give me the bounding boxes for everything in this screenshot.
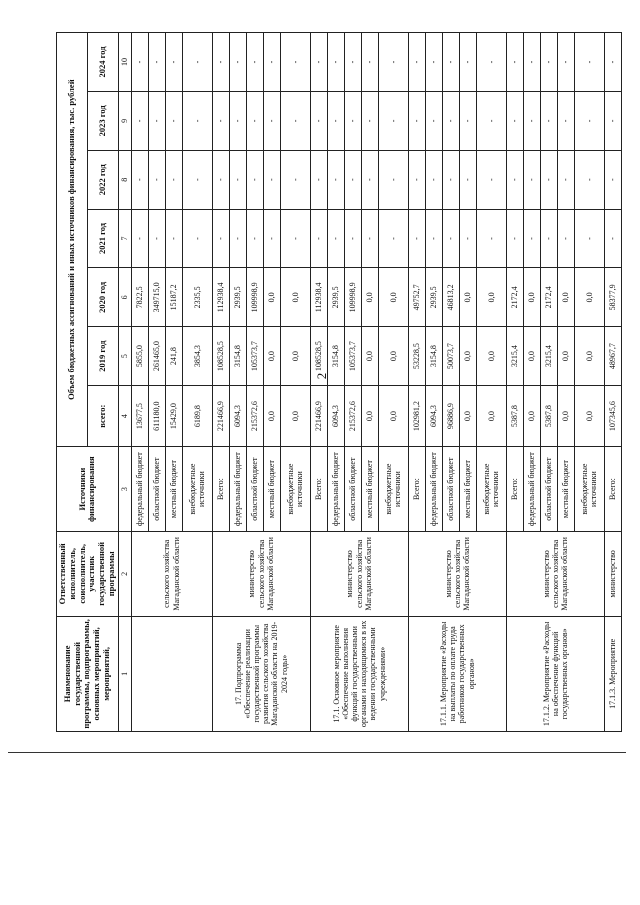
- amount-y2024: -: [310, 33, 327, 92]
- funding-source: областной бюджет: [344, 447, 361, 532]
- funding-source: внебюджетные источники: [575, 447, 605, 532]
- funding-source: местный бюджет: [165, 447, 182, 532]
- column-index-row: [118, 33, 131, 732]
- funding-source: внебюджетные источники: [280, 447, 310, 532]
- amount-y2020: 0,0: [523, 268, 540, 327]
- amount-total: 107345,6: [604, 386, 621, 447]
- amount-y2022: -: [344, 150, 361, 209]
- header-2022: 2022 год: [87, 150, 118, 209]
- amount-y2024: -: [344, 33, 361, 92]
- amount-y2022: -: [408, 150, 425, 209]
- amount-y2022: -: [540, 150, 557, 209]
- amount-y2023: -: [131, 91, 148, 150]
- amount-y2019: 48967,7: [604, 327, 621, 386]
- amount-y2023: -: [229, 91, 246, 150]
- amount-y2022: -: [575, 150, 605, 209]
- amount-total: 5387,8: [506, 386, 523, 447]
- program-name: 17.1.2. Мероприятие «Расходы на обеспечение функций государственных органов»: [506, 616, 604, 731]
- amount-y2023: -: [540, 91, 557, 150]
- column-index: 5: [118, 327, 131, 386]
- amount-y2022: -: [523, 150, 540, 209]
- amount-y2019: 0,0: [558, 327, 575, 386]
- amount-y2020: 0,0: [476, 268, 506, 327]
- amount-y2023: -: [263, 91, 280, 150]
- amount-y2024: -: [263, 33, 280, 92]
- amount-y2022: -: [212, 150, 229, 209]
- amount-y2022: -: [459, 150, 476, 209]
- amount-total: 0,0: [558, 386, 575, 447]
- funding-source: федеральный бюджет: [425, 447, 442, 532]
- amount-total: 0,0: [459, 386, 476, 447]
- amount-y2019: 3215,4: [540, 327, 557, 386]
- amount-y2020: 2172,4: [506, 268, 523, 327]
- amount-y2021: -: [540, 209, 557, 268]
- amount-y2020: 0,0: [558, 268, 575, 327]
- bottom-rule: [8, 752, 626, 753]
- amount-total: 6094,3: [327, 386, 344, 447]
- column-index: 6: [118, 268, 131, 327]
- amount-y2021: -: [523, 209, 540, 268]
- amount-y2020: 0,0: [459, 268, 476, 327]
- amount-y2020: 0,0: [378, 268, 408, 327]
- amount-y2022: -: [604, 150, 621, 209]
- table-row: [506, 33, 523, 732]
- amount-y2022: -: [476, 150, 506, 209]
- amount-y2023: -: [575, 91, 605, 150]
- page-number: 2: [314, 372, 329, 380]
- table-row: [131, 33, 148, 732]
- amount-y2019: 0,0: [263, 327, 280, 386]
- amount-y2020: 2172,4: [540, 268, 557, 327]
- amount-total: 6094,3: [425, 386, 442, 447]
- column-index: 3: [118, 447, 131, 532]
- funding-table: [56, 32, 622, 732]
- amount-y2023: -: [476, 91, 506, 150]
- amount-y2024: -: [523, 33, 540, 92]
- amount-y2024: -: [165, 33, 182, 92]
- funding-source: областной бюджет: [246, 447, 263, 532]
- amount-y2023: -: [148, 91, 165, 150]
- amount-y2020: 46813,2: [442, 268, 459, 327]
- amount-y2022: -: [182, 150, 212, 209]
- amount-y2024: -: [575, 33, 605, 92]
- funding-source: внебюджетные источники: [476, 447, 506, 532]
- funding-source: Всего:: [506, 447, 523, 532]
- amount-y2021: -: [165, 209, 182, 268]
- amount-y2023: -: [408, 91, 425, 150]
- amount-total: 0,0: [575, 386, 605, 447]
- amount-y2024: -: [361, 33, 378, 92]
- amount-y2022: -: [558, 150, 575, 209]
- amount-total: 0,0: [280, 386, 310, 447]
- amount-y2021: -: [263, 209, 280, 268]
- program-name: 17. Подпрограмма «Обеспечение реализации государственной программы развития сельского хозяйства Магаданской области на 2019-2024 годы»: [212, 616, 310, 731]
- amount-y2023: -: [506, 91, 523, 150]
- amount-y2022: -: [131, 150, 148, 209]
- amount-y2019: 3154,8: [425, 327, 442, 386]
- amount-y2020: 112938,4: [310, 268, 327, 327]
- amount-y2020: 7822,5: [131, 268, 148, 327]
- responsible-executor: министерство: [604, 531, 621, 616]
- amount-total: 0,0: [378, 386, 408, 447]
- amount-y2023: -: [280, 91, 310, 150]
- amount-y2019: 0,0: [575, 327, 605, 386]
- amount-y2022: -: [310, 150, 327, 209]
- column-index: 2: [118, 531, 131, 616]
- amount-y2024: -: [246, 33, 263, 92]
- amount-y2021: -: [575, 209, 605, 268]
- amount-total: 221466,9: [212, 386, 229, 447]
- column-index: 9: [118, 91, 131, 150]
- header-source: Источники финансирования: [57, 447, 119, 532]
- amount-y2024: -: [506, 33, 523, 92]
- amount-y2022: -: [263, 150, 280, 209]
- amount-y2021: -: [310, 209, 327, 268]
- header-responsible: Ответственный исполнитель, соисполнитель, участник государственной программы: [57, 531, 119, 616]
- amount-y2021: -: [425, 209, 442, 268]
- funding-source: федеральный бюджет: [523, 447, 540, 532]
- amount-y2021: -: [182, 209, 212, 268]
- header-2020: 2020 год: [87, 268, 118, 327]
- amount-y2024: -: [476, 33, 506, 92]
- amount-y2019: 3854,3: [182, 327, 212, 386]
- amount-y2020: 109998,9: [246, 268, 263, 327]
- column-index: 4: [118, 386, 131, 447]
- amount-y2019: 0,0: [280, 327, 310, 386]
- amount-y2023: -: [327, 91, 344, 150]
- amount-y2024: -: [148, 33, 165, 92]
- amount-y2020: 0,0: [280, 268, 310, 327]
- funding-source: местный бюджет: [558, 447, 575, 532]
- amount-y2019: 0,0: [459, 327, 476, 386]
- amount-y2021: -: [604, 209, 621, 268]
- amount-y2020: 2939,5: [425, 268, 442, 327]
- responsible-executor: министерство сельского хозяйства Магаданской области: [506, 531, 604, 616]
- amount-y2024: -: [280, 33, 310, 92]
- amount-y2020: 2939,5: [229, 268, 246, 327]
- funding-source: федеральный бюджет: [131, 447, 148, 532]
- amount-y2024: -: [604, 33, 621, 92]
- amount-y2022: -: [165, 150, 182, 209]
- amount-y2019: 0,0: [361, 327, 378, 386]
- column-index: 7: [118, 209, 131, 268]
- responsible-executor: министерство сельского хозяйства Магаданской области: [408, 531, 506, 616]
- amount-y2021: -: [459, 209, 476, 268]
- amount-y2023: -: [523, 91, 540, 150]
- amount-y2021: -: [476, 209, 506, 268]
- amount-y2024: -: [327, 33, 344, 92]
- amount-y2023: -: [246, 91, 263, 150]
- funding-source: внебюджетные источники: [182, 447, 212, 532]
- amount-y2021: -: [506, 209, 523, 268]
- amount-total: 5387,8: [540, 386, 557, 447]
- amount-total: 15429,0: [165, 386, 182, 447]
- amount-y2024: -: [540, 33, 557, 92]
- amount-y2019: 105373,7: [344, 327, 361, 386]
- amount-y2024: -: [442, 33, 459, 92]
- amount-y2019: 3215,4: [506, 327, 523, 386]
- funding-source: внебюджетные источники: [378, 447, 408, 532]
- amount-total: 221466,9: [310, 386, 327, 447]
- amount-y2024: -: [182, 33, 212, 92]
- amount-y2020: 349715,0: [148, 268, 165, 327]
- funding-source: Всего:: [310, 447, 327, 532]
- amount-y2020: 0,0: [263, 268, 280, 327]
- program-name: 17.1.1. Мероприятие «Расходы на выплаты по оплате труда работников государственных органов»: [408, 616, 506, 731]
- amount-y2019: 108528,5: [212, 327, 229, 386]
- amount-y2021: -: [280, 209, 310, 268]
- amount-total: 0,0: [361, 386, 378, 447]
- header-volume: Объем бюджетных ассигнований и иных источников финансирования, тыс. рублей: [57, 33, 88, 447]
- table-body: [131, 33, 621, 732]
- amount-y2023: -: [425, 91, 442, 150]
- amount-y2021: -: [408, 209, 425, 268]
- amount-total: 611180,0: [148, 386, 165, 447]
- amount-y2023: -: [165, 91, 182, 150]
- amount-y2021: -: [131, 209, 148, 268]
- amount-y2022: -: [378, 150, 408, 209]
- amount-y2023: -: [378, 91, 408, 150]
- funding-source: местный бюджет: [459, 447, 476, 532]
- amount-total: 96886,9: [442, 386, 459, 447]
- amount-y2022: -: [280, 150, 310, 209]
- funding-source: федеральный бюджет: [229, 447, 246, 532]
- amount-y2019: 261465,0: [148, 327, 165, 386]
- program-name-empty: [131, 616, 212, 731]
- amount-y2024: -: [425, 33, 442, 92]
- rotated-table-wrapper: [56, 32, 618, 732]
- amount-y2019: 5855,0: [131, 327, 148, 386]
- funding-source: Всего:: [604, 447, 621, 532]
- column-index: 10: [118, 33, 131, 92]
- amount-y2019: 0,0: [476, 327, 506, 386]
- amount-y2019: 50073,7: [442, 327, 459, 386]
- amount-y2021: -: [148, 209, 165, 268]
- amount-y2023: -: [310, 91, 327, 150]
- header-total: всего:: [87, 386, 118, 447]
- amount-y2022: -: [327, 150, 344, 209]
- amount-y2021: -: [361, 209, 378, 268]
- funding-source: областной бюджет: [148, 447, 165, 532]
- amount-y2022: -: [506, 150, 523, 209]
- funding-source: областной бюджет: [442, 447, 459, 532]
- amount-y2020: 2939,5: [327, 268, 344, 327]
- amount-y2024: -: [378, 33, 408, 92]
- column-index: 1: [118, 616, 131, 731]
- amount-y2023: -: [558, 91, 575, 150]
- table-row: [604, 33, 621, 732]
- amount-y2021: -: [378, 209, 408, 268]
- table-row: [212, 33, 229, 732]
- header-2019: 2019 год: [87, 327, 118, 386]
- amount-y2023: -: [182, 91, 212, 150]
- amount-y2019: 0,0: [378, 327, 408, 386]
- amount-y2022: -: [246, 150, 263, 209]
- amount-y2020: 0,0: [575, 268, 605, 327]
- amount-total: 0,0: [476, 386, 506, 447]
- amount-y2019: 105373,7: [246, 327, 263, 386]
- program-name: 17.1.3. Мероприятие: [604, 616, 621, 731]
- funding-source: Всего:: [212, 447, 229, 532]
- amount-y2021: -: [212, 209, 229, 268]
- amount-total: 13677,5: [131, 386, 148, 447]
- amount-total: 0,0: [263, 386, 280, 447]
- amount-y2019: 0,0: [523, 327, 540, 386]
- funding-source: областной бюджет: [540, 447, 557, 532]
- amount-total: 215372,6: [344, 386, 361, 447]
- amount-y2024: -: [459, 33, 476, 92]
- amount-y2019: 53228,5: [408, 327, 425, 386]
- amount-y2024: -: [131, 33, 148, 92]
- header-2024: 2024 год: [87, 33, 118, 92]
- amount-y2022: -: [442, 150, 459, 209]
- amount-y2023: -: [442, 91, 459, 150]
- funding-source: Всего:: [408, 447, 425, 532]
- amount-y2023: -: [361, 91, 378, 150]
- table-row: [408, 33, 425, 732]
- program-name: 17.1. Основное мероприятие «Обеспечение выполнения функций государственными органами и находящимися в их ведении государственными учреждениями»: [310, 616, 408, 731]
- amount-y2019: 3154,8: [327, 327, 344, 386]
- amount-y2022: -: [361, 150, 378, 209]
- amount-y2021: -: [229, 209, 246, 268]
- amount-y2019: 3154,8: [229, 327, 246, 386]
- amount-y2022: -: [229, 150, 246, 209]
- responsible-executor: министерство сельского хозяйства Магаданской области: [212, 531, 310, 616]
- amount-y2021: -: [344, 209, 361, 268]
- amount-y2019: 241,8: [165, 327, 182, 386]
- amount-y2024: -: [229, 33, 246, 92]
- amount-total: 0,0: [523, 386, 540, 447]
- amount-y2023: -: [604, 91, 621, 150]
- funding-source: местный бюджет: [361, 447, 378, 532]
- amount-y2020: 2335,5: [182, 268, 212, 327]
- amount-y2024: -: [558, 33, 575, 92]
- amount-y2020: 58377,9: [604, 268, 621, 327]
- amount-y2023: -: [459, 91, 476, 150]
- amount-y2022: -: [425, 150, 442, 209]
- amount-y2021: -: [246, 209, 263, 268]
- header-2021: 2021 год: [87, 209, 118, 268]
- amount-y2020: 49752,7: [408, 268, 425, 327]
- header-name: Наименование государственной программы, подпрограммы, основных мероприятий, мероприятий,: [57, 616, 119, 731]
- amount-y2021: -: [327, 209, 344, 268]
- amount-y2021: -: [558, 209, 575, 268]
- amount-y2024: -: [212, 33, 229, 92]
- amount-y2020: 112938,4: [212, 268, 229, 327]
- amount-y2024: -: [408, 33, 425, 92]
- amount-y2021: -: [442, 209, 459, 268]
- header-2023: 2023 год: [87, 91, 118, 150]
- table-row: [310, 33, 327, 732]
- amount-total: 6189,8: [182, 386, 212, 447]
- responsible-executor: министерство сельского хозяйства Магаданской области: [310, 531, 408, 616]
- funding-source: местный бюджет: [263, 447, 280, 532]
- amount-y2023: -: [344, 91, 361, 150]
- amount-y2020: 0,0: [361, 268, 378, 327]
- column-index: 8: [118, 150, 131, 209]
- amount-y2022: -: [148, 150, 165, 209]
- funding-source: федеральный бюджет: [327, 447, 344, 532]
- amount-y2020: 109998,9: [344, 268, 361, 327]
- amount-y2023: -: [212, 91, 229, 150]
- responsible-executor: сельского хозяйства Магаданской области: [131, 531, 212, 616]
- amount-total: 215372,6: [246, 386, 263, 447]
- amount-total: 6094,3: [229, 386, 246, 447]
- amount-y2020: 15187,2: [165, 268, 182, 327]
- amount-total: 102981,2: [408, 386, 425, 447]
- amount-y2019: 108528,5: [310, 327, 327, 386]
